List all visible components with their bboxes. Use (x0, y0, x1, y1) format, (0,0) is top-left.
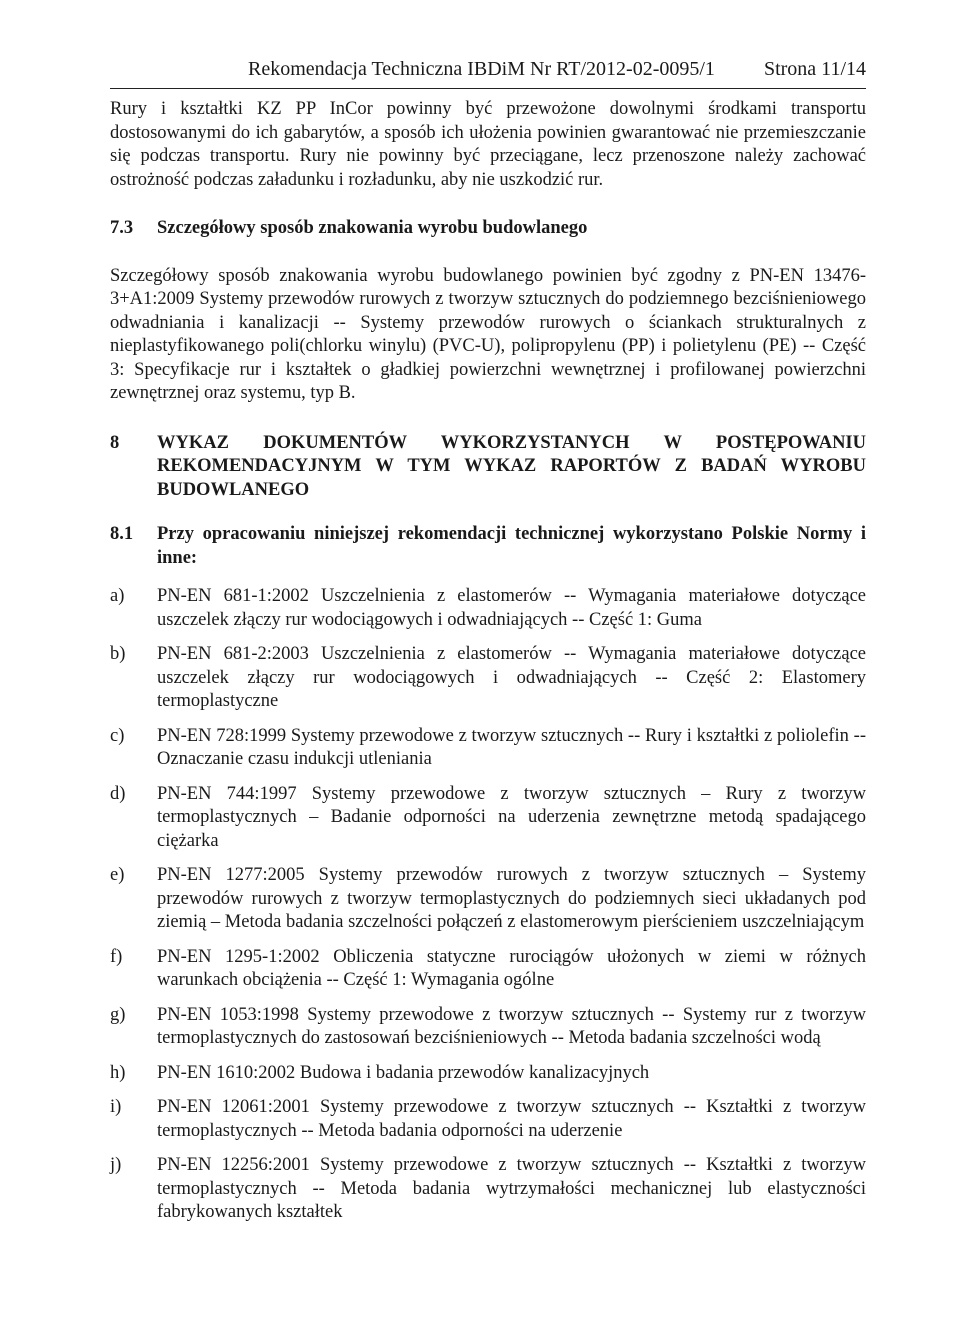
item-label: h) (110, 1062, 126, 1083)
reference-item (110, 1154, 866, 1225)
item-text: PN-EN 1295-1:2002 Obliczenia statyczne rurociągów ułożonych w ziemi w różnych warunkach obciążenia -- Część 1: Wymagania ogólne (157, 946, 866, 990)
reference-item (110, 864, 866, 935)
reference-item (110, 946, 866, 993)
section-number: 7.3 (110, 218, 134, 238)
reference-list (110, 585, 866, 1225)
section-title: WYKAZ DOKUMENTÓW WYKORZYSTANYCH W POSTĘPOWANIU REKOMENDACYJNYM W TYM WYKAZ RAPORTÓW Z BADAŃ WYROBU BUDOWLANEGO (157, 432, 866, 500)
item-text: PN-EN 12256:2001 Systemy przewodowe z tworzyw sztucznych -- Kształtki z tworzyw termoplastycznych -- Metoda badania wytrzymałości mechanicznej lub elastyczności fabrykowanych kształtek (157, 1155, 866, 1222)
item-text: PN-EN 1277:2005 Systemy przewodów rurowych z tworzyw sztucznych – Systemy przewodów rurowych z tworzyw termoplastycznych do podziemnych sieci układanych pod ziemią – Metoda badania szczelności połączeń z elastomerowym pierścieniem uszczelniającym (157, 865, 866, 932)
transport-paragraph: Rury i kształtki KZ PP InCor powinny być przewożone dowolnymi środkami transportu dostosowanymi do ich gabarytów, a sposób ich ułożenia powinien gwarantować nie przemieszczanie się podczas transportu. Rury nie powinny być przeciągane, lecz przenoszone należy zachować ostrożność podczas załadunku i rozładunku, aby nie uszkodzić rur. (110, 99, 866, 190)
section-7-3-heading (110, 217, 866, 241)
item-label: f) (110, 946, 123, 967)
reference-item (110, 1096, 866, 1143)
item-text: PN-EN 744:1997 Systemy przewodowe z tworzyw sztucznych – Rury z tworzyw termoplastycznych – Badanie odporności na uderzenia zewnętrzne metodą spadającego ciężarka (157, 783, 866, 851)
item-text: PN-EN 12061:2001 Systemy przewodowe z tworzyw sztucznych -- Kształtki z tworzyw termoplastycznych -- Metoda badania odporności na uderzenie (157, 1097, 866, 1141)
page-header (110, 58, 866, 89)
item-label: b) (110, 644, 126, 664)
section-8-heading (110, 432, 866, 503)
section-number: 8 (110, 432, 120, 453)
item-text: PN-EN 1610:2002 Budowa i badania przewodów kanalizacyjnych (157, 1062, 650, 1083)
marking-paragraph: Szczegółowy sposób znakowania wyrobu budowlanego powinien być zgodny z PN-EN 13476-3+A1:2009 Systemy przewodów rurowych z tworzyw sztucznych do podziemnego bezciśnieniowego odwadniania i kanalizacji -- Systemy przewodów rurowych o ściankach strukturalnych z nieplastyfikowanego poli(chlorku winylu) (PVC-U), polipropylenu (PP) i polietylenu (PE) -- Część 3: Specyfikacje rur i kształtek o gładkiej powierzchni wewnętrznej i profilowanej powierzchni zewnętrznej oraz systemu, typ B. (110, 265, 866, 403)
reference-item (110, 585, 866, 632)
item-label: a) (110, 586, 125, 606)
item-label: c) (110, 725, 125, 746)
item-label: j) (110, 1155, 122, 1175)
section-title: Przy opracowaniu niniejszej rekomendacji technicznej wykorzystano Polskie Normy i inne: (157, 524, 866, 568)
section-number: 8.1 (110, 524, 134, 544)
page-content (110, 98, 866, 1225)
item-text: PN-EN 1053:1998 Systemy przewodowe z tworzyw sztucznych -- Systemy rur z tworzyw termoplastycznych do zastosowań bezciśnieniowych -- Metoda badania szczelności wodą (157, 1004, 866, 1048)
reference-item (110, 1062, 866, 1086)
item-text: PN-EN 681-2:2003 Uszczelnienia z elastomerów -- Wymagania materiałowe dotyczące uszczelek złączy rur wodociągowych i odwadniających -- Część 2: Elastomery termoplastyczne (157, 644, 866, 711)
section-8-1-heading (110, 523, 866, 570)
item-text: PN-EN 728:1999 Systemy przewodowe z tworzyw sztucznych -- Rury i kształtki z poliolefin -- Oznaczanie czasu indukcji utleniania (157, 725, 866, 769)
reference-item (110, 783, 866, 854)
document-title: Rekomendacja Techniczna IBDiM Nr RT/2012-02-0095/1 (248, 58, 715, 80)
reference-item (110, 1004, 866, 1051)
page-number: Strona 11/14 (763, 58, 866, 80)
item-label: i) (110, 1097, 122, 1117)
item-label: e) (110, 865, 125, 885)
section-title: Szczegółowy sposób znakowania wyrobu budowlanego (157, 218, 588, 238)
reference-item (110, 643, 866, 714)
reference-item (110, 725, 866, 772)
item-text: PN-EN 681-1:2002 Uszczelnienia z elastomerów -- Wymagania materiałowe dotyczące uszczelek złączy rur wodociągowych i odwadniających -- Część 1: Guma (157, 586, 866, 630)
item-label: g) (110, 1004, 126, 1025)
item-label: d) (110, 783, 126, 804)
